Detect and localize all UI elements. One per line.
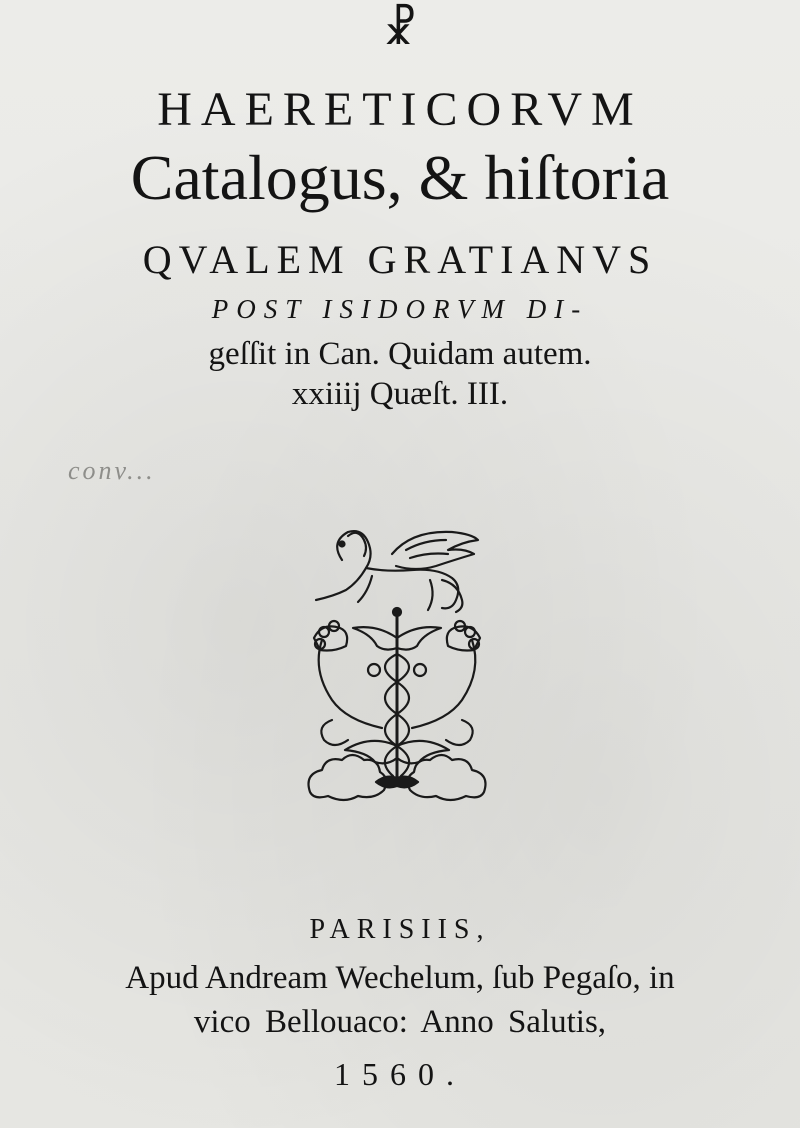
imprint-place: PARISIIS,: [309, 914, 491, 945]
imprint-line-2: vico Bellouaco: Anno Salutis,: [193, 1004, 607, 1040]
faded-stamp: conv...: [68, 456, 156, 485]
imprint-line-1: Apud Andream Wechelum, ſub Pegaſo, in: [125, 960, 675, 996]
title-line-4: POST ISIDORVM DI-: [211, 294, 589, 324]
chi-rho-cross: ☧: [382, 4, 418, 55]
title-line-5: geſſit in Can. Quidam autem.: [208, 336, 592, 372]
title-line-6: xxiiij Quæſt. III.: [291, 376, 509, 412]
title-line-3: QVALEM GRATIANVS: [142, 237, 658, 282]
title-line-2: Catalogus, & hiſtoria: [130, 142, 670, 213]
printer-device-icon: [302, 520, 492, 810]
title-line-1: HAERETICORVM: [157, 83, 643, 136]
imprint-year: 1560.: [334, 1056, 466, 1092]
